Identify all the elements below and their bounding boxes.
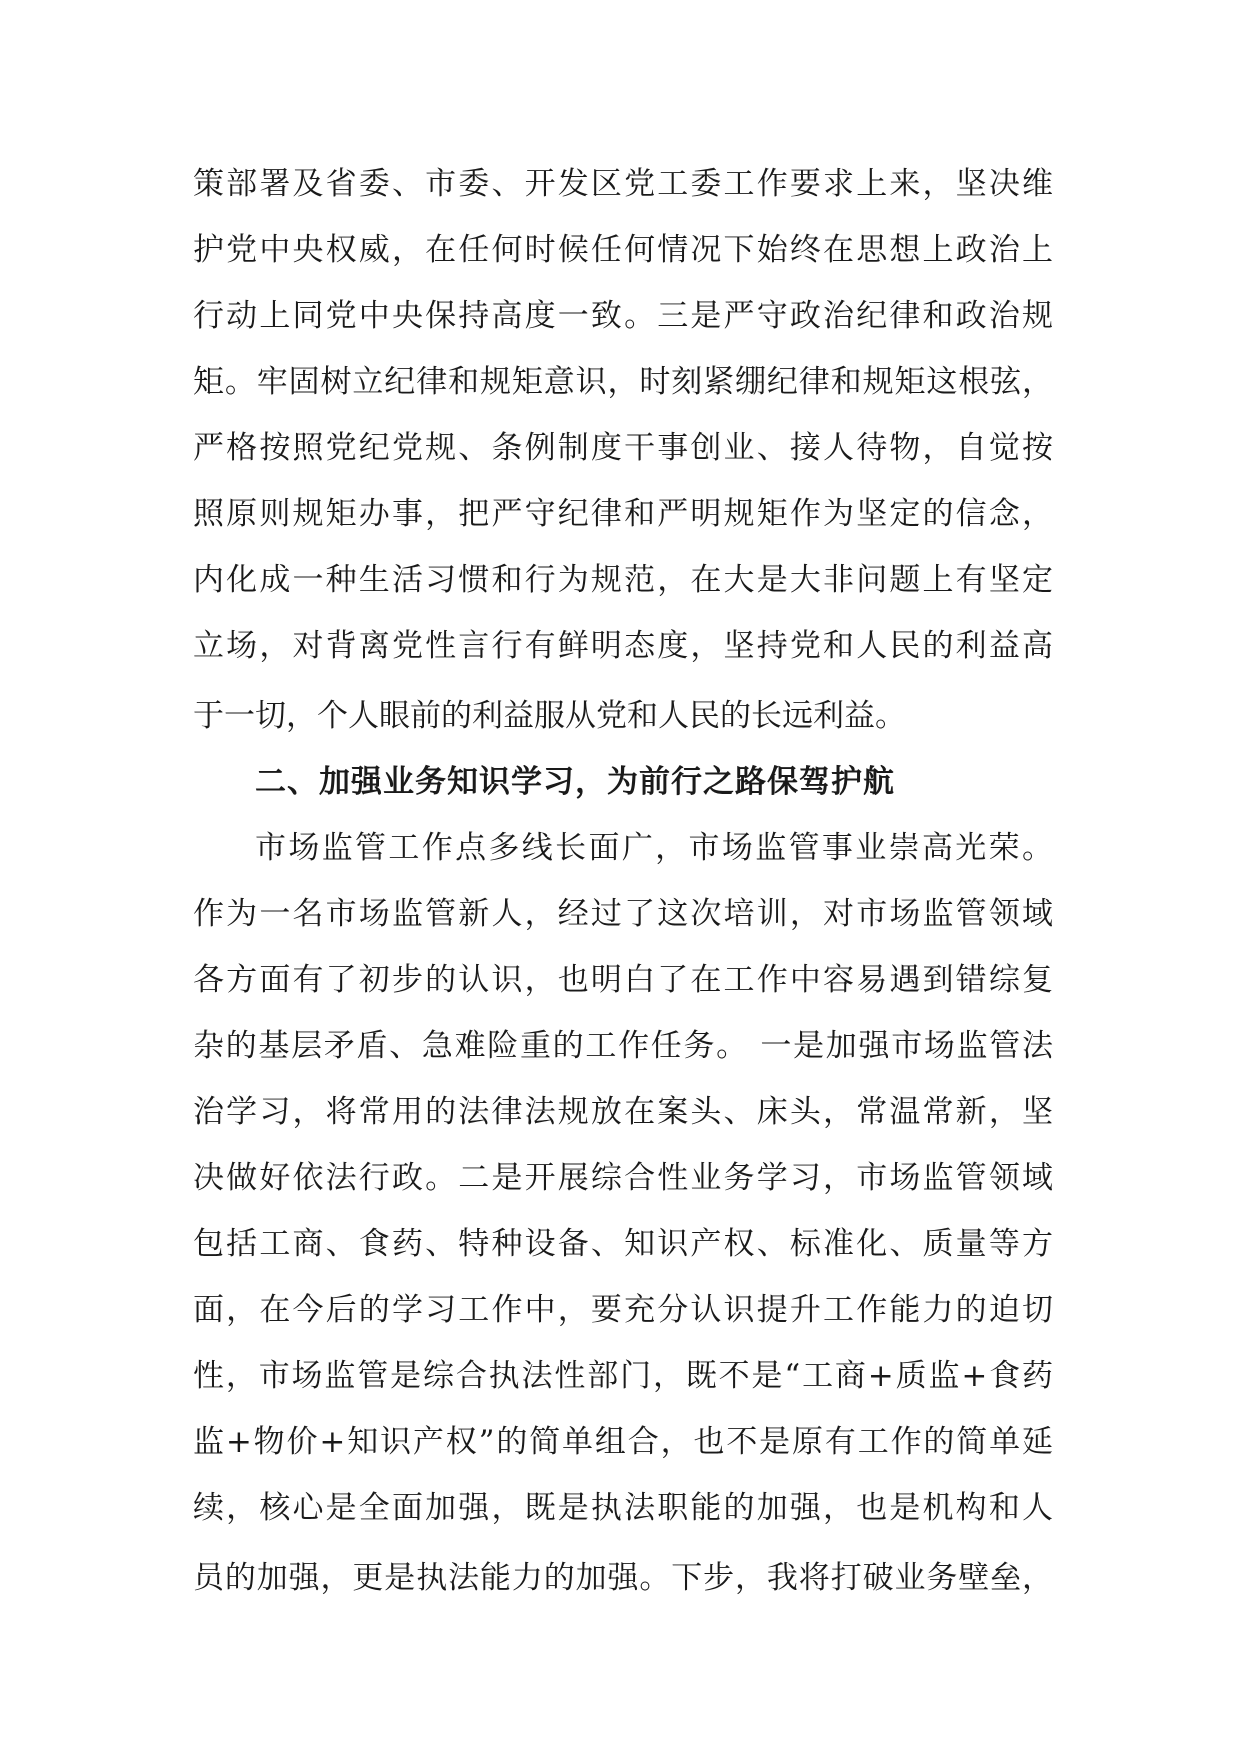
text-line: 续，核心是全面加强，既是执法职能的加强，也是机构和人 [193, 1490, 1053, 1526]
text-line: 策部署及省委、市委、开发区党工委工作要求上来，坚决维 [193, 166, 1053, 202]
text-line: 照原则规矩办事，把严守纪律和严明规矩作为坚定的信念， [193, 496, 1053, 532]
text-line: 监+物价+知识产权”的简单组合，也不是原有工作的简单延 [193, 1424, 1053, 1460]
text-line: 市场监管工作点多线长面广，市场监管事业崇高光荣。 [255, 830, 1053, 866]
text-line: 决做好依法行政。二是开展综合性业务学习，市场监管领域 [193, 1160, 1053, 1196]
text-line: 面，在今后的学习工作中，要充分认识提升工作能力的迫切 [193, 1292, 1053, 1328]
text-line: 包括工商、食药、特种设备、知识产权、标准化、质量等方 [193, 1226, 1053, 1262]
text-line: 作为一名市场监管新人，经过了这次培训，对市场监管领域 [193, 896, 1053, 932]
text-line: 于一切，个人眼前的利益服从党和人民的长远利益。 [193, 698, 906, 734]
text-line: 内化成一种生活习惯和行为规范，在大是大非问题上有坚定 [193, 562, 1053, 598]
text-line: 性，市场监管是综合执法性部门，既不是“工商+质监+食药 [193, 1358, 1053, 1394]
text-line: 护党中央权威，在任何时候任何情况下始终在思想上政治上 [193, 232, 1053, 268]
section-heading: 二、加强业务知识学习，为前行之路保驾护航 [255, 764, 895, 800]
text-line: 员的加强，更是执法能力的加强。下步，我将打破业务壁垒， [193, 1560, 1053, 1596]
text-line: 杂的基层矛盾、急难险重的工作任务。 一是加强市场监管法 [193, 1028, 1053, 1064]
text-line: 立场，对背离党性言行有鲜明态度，坚持党和人民的利益高 [193, 628, 1053, 664]
text-line: 治学习，将常用的法律法规放在案头、床头，常温常新，坚 [193, 1094, 1053, 1130]
text-line: 各方面有了初步的认识，也明白了在工作中容易遇到错综复 [193, 962, 1053, 998]
text-line: 严格按照党纪党规、条例制度干事创业、接人待物，自觉按 [193, 430, 1053, 466]
text-line: 矩。牢固树立纪律和规矩意识，时刻紧绷纪律和规矩这根弦， [193, 364, 1053, 400]
text-line: 行动上同党中央保持高度一致。三是严守政治纪律和政治规 [193, 298, 1053, 334]
